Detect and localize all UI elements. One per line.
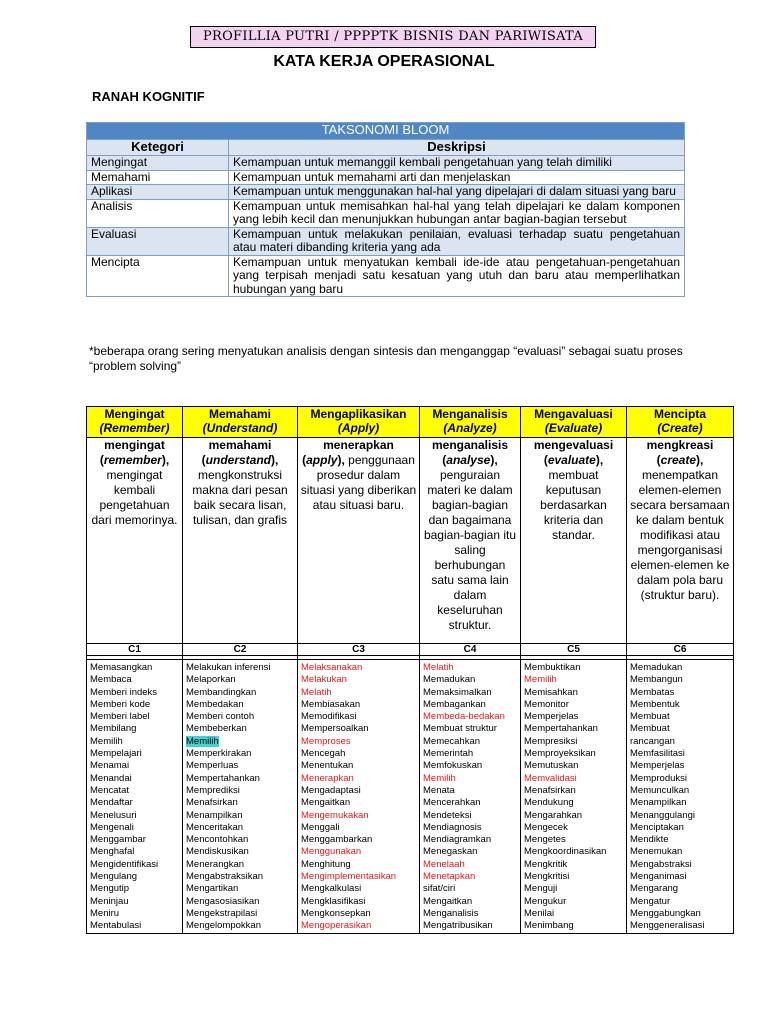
verb-item: Membatas (630, 686, 675, 698)
verb-item: Mengelompokkan (186, 920, 261, 932)
verb-item: Mempelajari (90, 748, 142, 760)
verb-item: Mentabulasi (90, 920, 142, 932)
verb-item: Membuat (630, 723, 670, 735)
verb-item: Mengulang (90, 871, 138, 883)
verb-item: Mengaitkan (423, 895, 473, 907)
bloom-category: Memahami (87, 170, 229, 185)
verb-item: Menafsirkan (186, 797, 238, 809)
verb-item: Memerintah (423, 748, 474, 760)
verb-item: sifat/ciri (423, 883, 456, 895)
bloom-description: Kemampuan untuk memisahkan hal-hal yang telah dipelajari ke dalam komponen yang lebih kecil dan menunjukkan hubungan antar bagian-bagian tersebut (229, 199, 685, 227)
verb-item: Mengecek (524, 821, 568, 833)
verb-item: Menafsirkan (524, 784, 576, 796)
verb-item: Membuktikan (524, 662, 581, 673)
verb-item: Mempertahankan (524, 723, 598, 735)
level-def-text: menempatkan elemen-elemen secara bersamaan ke dalam bentuk modifikasi atau mengorganisasi elemen-elemen ke dalam pola baru (struktur baru). (630, 468, 730, 602)
verb-item: Memilih (90, 735, 123, 747)
verb-list (298, 660, 420, 934)
verb-list (183, 660, 298, 934)
verb-item: Memonitor (524, 698, 569, 710)
level-code: C3 (298, 644, 420, 656)
verb-item: Menggambar (90, 834, 146, 846)
verb-item: Meniru (90, 907, 120, 919)
verb-list (627, 660, 734, 934)
verb-item: Menggambarkan (301, 834, 373, 846)
verb-item: Melaporkan (186, 674, 236, 686)
verb-item: Memadukan (630, 662, 683, 673)
verb-item: Mengkritisi (524, 871, 570, 883)
verb-item: Mengkoordinasikan (524, 846, 607, 858)
verb-item: Memproyeksikan (524, 748, 596, 760)
verb-item: Menetapkan (423, 871, 476, 883)
verb-item: Membuat struktur (423, 723, 497, 735)
level-verb: memahami (208, 438, 272, 452)
verb-item: Memproduksi (630, 772, 688, 784)
bloom-description: Kemampuan untuk menyatukan kembali ide-ide atau pengetahuan-pengetahuan yang terpisah menjadi satu kesatuan yang utuh dan baru atau memperlihatkan hubungan yang baru (229, 255, 685, 297)
verb-item (186, 736, 294, 748)
verb-item: Menampilkan (186, 809, 243, 821)
bloom-table-heading: TAKSONOMI BLOOM (87, 123, 685, 140)
verb-item: Memecahkan (423, 735, 481, 747)
verb-list (521, 660, 627, 934)
verb-item: Memberi contoh (186, 711, 255, 723)
verb-item: Mengemukakan (301, 809, 369, 821)
verb-item: Memadukan (423, 674, 476, 686)
verb-item: Memilih (423, 772, 456, 784)
verb-item: Melakukan (301, 674, 347, 686)
verb-item: Memperluas (186, 760, 239, 772)
verb-item: Mempersoalkan (301, 723, 369, 735)
verb-item: Menandai (90, 772, 132, 784)
document-title: KATA KERJA OPERASIONAL (273, 53, 495, 70)
verb-item: Memunculkan (630, 784, 690, 796)
verb-item: Membagankan (423, 698, 486, 710)
verb-item: Mengarahkan (524, 809, 583, 821)
verb-item: Menerapkan (301, 772, 354, 784)
verb-item: Mengatribusikan (423, 920, 493, 932)
verb-item: Menemukan (630, 846, 683, 858)
verb-item: Menganalisis (423, 907, 479, 919)
level-english: (Create) (657, 421, 703, 435)
level-verb: menerapkan (323, 438, 394, 452)
verb-item: Mengutip (90, 883, 130, 895)
level-name: Mengavaluasi (534, 407, 613, 421)
verb-item: Membentuk (630, 698, 680, 710)
verb-item: Mengaitkan (301, 797, 351, 809)
level-verb: mengingat (104, 438, 165, 452)
verb-item: Mengekstrapilasi (186, 907, 258, 919)
verb-item: Mencegah (301, 748, 346, 760)
verb-item: Mencontohkan (186, 834, 249, 846)
level-verb-en: apply (306, 453, 338, 467)
level-verb: mengevaluasi (533, 438, 614, 452)
verb-item: Mengoperasikan (301, 920, 372, 932)
level-verb-en: create (660, 453, 697, 467)
verb-item: Mengabstraksi (630, 858, 692, 870)
verb-item: Membeda-bedakan (423, 711, 505, 723)
verb-item: Melatih (423, 662, 454, 673)
level-code: C6 (627, 644, 734, 656)
level-verb-en: understand (205, 453, 271, 467)
verb-item: Mengatur (630, 895, 671, 907)
bloom-row (87, 199, 685, 227)
level-definition: mengevaluasi (evaluate), membuat keputusan berdasarkan kriteria dan standar. (521, 438, 627, 644)
verb-item: Mengenali (90, 821, 134, 833)
bloom-description: Kemampuan untuk melakukan penilaian, evaluasi terhadap suatu pengetahuan atau materi dibanding kriteria yang ada (229, 227, 685, 255)
bloom-category: Evaluasi (87, 227, 229, 255)
verb-item: Memisahkan (524, 686, 578, 698)
verb-item: Mengkritik (524, 858, 568, 870)
level-english: (Remember) (99, 421, 170, 435)
verb-item: Memberi label (90, 711, 150, 723)
description-column-header: Deskripsi (229, 140, 685, 156)
verb-item: Memodifikasi (301, 711, 357, 723)
bloom-row (87, 185, 685, 200)
level-verb: mengkreasi (646, 438, 714, 452)
verb-item: Mengkalkulasi (301, 883, 362, 895)
level-def-text: penguraian materi ke dalam bagian-bagian dan bagaimana bagian-bagian itu saling berhubungan satu sama lain dalam keseluruhan struktur. (423, 468, 517, 632)
verb-item: Mengadaptasi (301, 784, 361, 796)
level-definition: menerapkan (apply), penggunaan prosedur dalam situasi yang diberikan atau situasi baru. (298, 438, 420, 644)
verb-item: Mendukung (524, 797, 574, 809)
verb-item: Menguji (524, 883, 558, 895)
level-code: C1 (87, 644, 183, 656)
verb-item: Memberi kode (90, 698, 151, 710)
verb-item: Menampilkan (630, 797, 687, 809)
verb-item: Mengabstraksikan (186, 871, 264, 883)
verb-item: Mengarang (630, 883, 679, 895)
level-code: C5 (521, 644, 627, 656)
verb-item: Memprediksi (186, 784, 240, 796)
verb-item: Menanggulangi (630, 809, 695, 821)
verb-item: Mengidentifikasi (90, 858, 159, 870)
footnote: *beberapa orang sering menyatukan analisis dengan sintesis dan menganggap “evaluasi” sebagai suatu proses “problem solving” (89, 344, 683, 373)
level-definition: mengingat (remember), mengingat kembali pengetahuan dari memorinya. (87, 438, 183, 644)
highlighted-verb: Memilih (186, 735, 219, 747)
verb-item: Melakukan inferensi (186, 662, 271, 673)
level-name: Mengingat (104, 407, 165, 421)
verb-item: Mengimplementasikan (301, 871, 397, 883)
verb-item: Memutuskan (524, 760, 579, 772)
verb-item: Menamai (90, 760, 130, 772)
level-definition: menganalisis (analyse), penguraian materi ke dalam bagian-bagian dan bagaimana bagian-bagian itu saling berhubungan satu sama lain dalam keseluruhan struktur. (420, 438, 521, 644)
verb-item: Menceritakan (186, 821, 244, 833)
verb-item: Membandingkan (186, 686, 257, 698)
author-header: PROFILLIA PUTRI / PPPPTK BISNIS DAN PARIWISATA (190, 26, 596, 48)
section-title: RANAH KOGNITIF (92, 89, 205, 104)
verb-item: Memvalidasi (524, 772, 577, 784)
level-header (298, 407, 420, 438)
level-def-text: membuat keputusan berdasarkan kriteria dan standar. (540, 468, 607, 542)
verb-item: Menciptakan (630, 821, 684, 833)
verb-item: Menggeneralisasi (630, 920, 705, 932)
bloom-row (87, 255, 685, 297)
verb-item: Mencerahkan (423, 797, 481, 809)
verb-item: Memfasilitasi (630, 748, 685, 760)
verb-item: Mendikte (630, 834, 669, 846)
verb-item: Mendeteksi (423, 809, 472, 821)
bloom-description: Kemampuan untuk memanggil kembali pengetahuan yang telah dimiliki (229, 156, 685, 171)
verb-item: Menganimasi (630, 871, 687, 883)
bloom-category: Aplikasi (87, 185, 229, 200)
bloom-description: Kemampuan untuk memahami arti dan menjelaskan (229, 170, 685, 185)
verb-item: Menggunakan (301, 846, 362, 858)
verb-item: Menerangkan (186, 858, 245, 870)
level-english: (Understand) (202, 421, 278, 435)
verb-item: Memperkirakan (186, 748, 252, 760)
verb-item: Memfokuskan (423, 760, 483, 772)
level-verb-en: remember (103, 453, 162, 467)
verb-item: Mendaftar (90, 797, 133, 809)
category-column-header: Ketegori (87, 140, 229, 156)
verb-item: Menggali (301, 821, 340, 833)
verb-item: Mempresiksi (524, 735, 578, 747)
verb-item: Membilang (90, 723, 137, 735)
level-name: Memahami (208, 407, 272, 421)
bloom-category: Mencipta (87, 255, 229, 297)
verb-item: Menggabungkan (630, 907, 701, 919)
level-def-text: mengingat kembali pengetahuan dari memorinya. (91, 468, 178, 527)
verb-item: Membiasakan (301, 698, 361, 710)
verb-item: Memaksimalkan (423, 686, 492, 698)
bloom-row (87, 156, 685, 171)
verb-item: Membuat (630, 711, 670, 723)
verb-item: Mengkonsepkan (301, 907, 371, 919)
bloom-category: Analisis (87, 199, 229, 227)
verb-item: Meninjau (90, 895, 129, 907)
verb-item: Mendiskusikan (186, 846, 249, 858)
level-definition: memahami (understand), mengkonstruksi makna dari pesan baik secara lisan, tulisan, dan grafis (183, 438, 298, 644)
level-code: C2 (183, 644, 298, 656)
verb-item: Melaksanakan (301, 662, 363, 673)
level-name: Mencipta (653, 407, 706, 421)
verb-item: Memproses (301, 735, 351, 747)
level-english: (Apply) (337, 421, 380, 435)
verb-item: Mengartikan (186, 883, 239, 895)
verb-list (420, 660, 521, 934)
level-verb-en: evaluate (547, 453, 596, 467)
level-header (87, 407, 183, 438)
verb-item: Menelaah (423, 858, 465, 870)
verb-item: Mendiagramkan (423, 834, 492, 846)
verb-item: Membaca (90, 674, 132, 686)
bloom-row (87, 170, 685, 185)
bloom-row (87, 227, 685, 255)
level-header (420, 407, 521, 438)
level-english: (Evaluate) (544, 421, 603, 435)
level-english: (Analyze) (443, 421, 497, 435)
verb-item: Mencatat (90, 784, 130, 796)
verb-item: Menelusuri (90, 809, 137, 821)
verb-item: Menimbang (524, 920, 574, 932)
level-header (183, 407, 298, 438)
verb-item: Memperjelas (524, 711, 579, 723)
verb-item: Mendiagnosis (423, 821, 482, 833)
verb-item: Menentukan (301, 760, 354, 772)
verb-item: Memperjelas (630, 760, 685, 772)
bloom-description: Kemampuan untuk menggunakan hal-hal yang dipelajari di dalam situasi yang baru (229, 185, 685, 200)
verb-item: Menata (423, 784, 455, 796)
verb-item: Mengklasifikasi (301, 895, 366, 907)
level-verb-en: analyse (446, 453, 491, 467)
verb-item: Menilai (524, 907, 555, 919)
level-def-text: mengkonstruksi makna dari pesan baik secara lisan, tulisan, dan grafis (192, 468, 288, 527)
verb-list (87, 660, 183, 934)
verb-item: Mengukur (524, 895, 567, 907)
bloom-category: Mengingat (87, 156, 229, 171)
verb-item: Memasangkan (90, 662, 153, 673)
verb-item: Membedakan (186, 698, 244, 710)
level-verb: menganalisis (431, 438, 509, 452)
verb-item: Membangun (630, 674, 683, 686)
bloom-taxonomy-table (86, 122, 685, 297)
verb-item: Menghafal (90, 846, 135, 858)
verb-item: Memilih (524, 674, 557, 686)
level-header (521, 407, 627, 438)
verb-item: Memberi indeks (90, 686, 158, 698)
level-name: Mengaplikasikan (310, 407, 407, 421)
operational-verbs-table (86, 406, 734, 934)
level-name: Menganalisis (432, 407, 508, 421)
verb-item: Mempertahankan (186, 772, 260, 784)
verb-item: Mengasosiasikan (186, 895, 260, 907)
level-code: C4 (420, 644, 521, 656)
verb-item: Menegaskan (423, 846, 478, 858)
level-def-text: penggunaan prosedur dalam situasi yang diberikan atau situasi baru. (300, 453, 417, 512)
level-header (627, 407, 734, 438)
verb-item: rancangan (630, 735, 675, 747)
verb-item: Melatih (301, 686, 332, 698)
verb-item: Menghitung (301, 858, 351, 870)
verb-item: Mengetes (524, 834, 566, 846)
verb-item: Membeberkan (186, 723, 247, 735)
level-definition: mengkreasi (create), menempatkan elemen-elemen secara bersamaan ke dalam bentuk modifikasi atau mengorganisasi elemen-elemen ke dalam pola baru (struktur baru). (627, 438, 734, 644)
